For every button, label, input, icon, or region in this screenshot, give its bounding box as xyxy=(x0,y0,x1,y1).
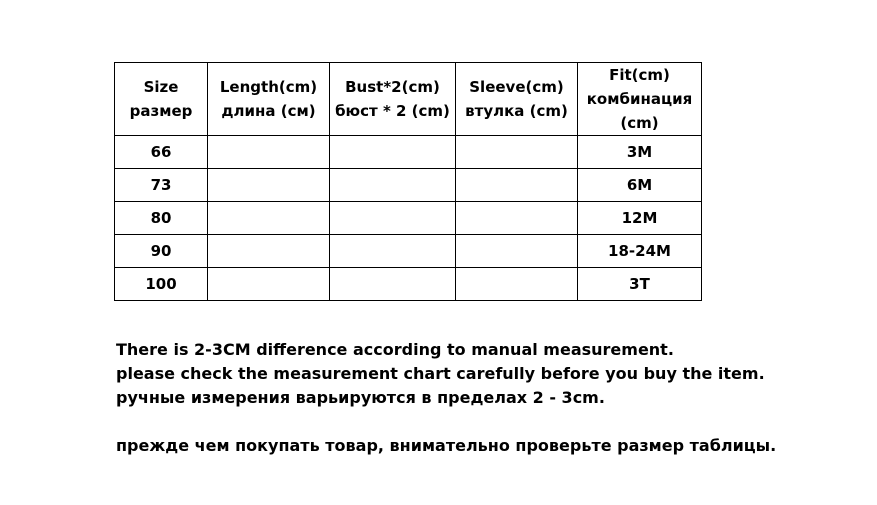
cell-length xyxy=(208,268,330,301)
header-bust-ru: бюст * 2 (cm) xyxy=(335,102,450,120)
cell-fit: 18-24M xyxy=(578,235,702,268)
header-size-en: Size xyxy=(143,78,179,96)
cell-size: 90 xyxy=(115,235,208,268)
header-length-en: Length(cm) xyxy=(219,78,318,96)
table-row xyxy=(115,268,702,301)
header-fit-ru: комбинация xyxy=(586,90,693,108)
cell-size: 73 xyxy=(115,169,208,202)
cell-length xyxy=(208,235,330,268)
cell-length xyxy=(208,136,330,169)
cell-fit: 3T xyxy=(578,268,702,301)
table-row xyxy=(115,235,702,268)
header-bust-en: Bust*2(cm) xyxy=(345,78,440,96)
size-chart-table xyxy=(114,62,702,301)
cell-fit: 12M xyxy=(578,202,702,235)
cell-sleeve xyxy=(456,202,578,235)
cell-bust xyxy=(330,202,456,235)
header-sleeve-en: Sleeve(cm) xyxy=(469,78,564,96)
note-check-chart: please check the measurement chart carefully before you buy the item. xyxy=(116,364,765,383)
header-size xyxy=(115,63,208,136)
header-length xyxy=(208,63,330,136)
cell-fit: 3M xyxy=(578,136,702,169)
table-row xyxy=(115,136,702,169)
header-sleeve xyxy=(456,63,578,136)
header-fit xyxy=(578,63,702,136)
cell-fit: 6M xyxy=(578,169,702,202)
cell-bust xyxy=(330,169,456,202)
table-row xyxy=(115,169,702,202)
header-bust xyxy=(330,63,456,136)
header-length-ru: длина (см) xyxy=(221,102,316,120)
header-sleeve-ru: втулка (cm) xyxy=(465,102,568,120)
cell-length xyxy=(208,169,330,202)
note-difference: There is 2-3CM difference according to manual measurement. xyxy=(116,340,674,359)
table-row xyxy=(115,202,702,235)
cell-sleeve xyxy=(456,235,578,268)
note-difference-ru: ручные измерения варьируются в пределах 2 - 3cm. xyxy=(116,388,605,407)
cell-size: 100 xyxy=(115,268,208,301)
cell-bust xyxy=(330,235,456,268)
cell-size: 66 xyxy=(115,136,208,169)
table-header-row xyxy=(115,63,702,136)
header-fit-en: Fit(cm) xyxy=(609,66,670,84)
note-check-chart-ru: прежде чем покупать товар, внимательно проверьте размер таблицы. xyxy=(116,436,777,455)
header-size-ru: размер xyxy=(129,102,193,120)
measurement-notes xyxy=(116,338,776,458)
cell-sleeve xyxy=(456,136,578,169)
cell-bust xyxy=(330,268,456,301)
header-fit-unit: (cm) xyxy=(620,114,659,132)
cell-size: 80 xyxy=(115,202,208,235)
cell-length xyxy=(208,202,330,235)
cell-sleeve xyxy=(456,268,578,301)
cell-bust xyxy=(330,136,456,169)
cell-sleeve xyxy=(456,169,578,202)
